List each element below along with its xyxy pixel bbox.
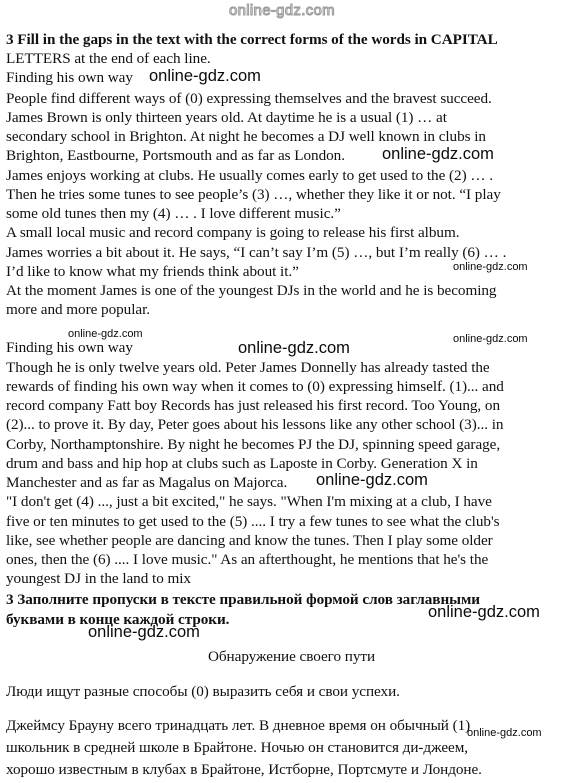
watermark-large: online-gdz.com <box>382 145 494 163</box>
task-ru-title: Обнаружение своего пути <box>207 648 376 665</box>
text1-line: People find different ways of (0) expressing themselves and the bravest succeed. <box>6 90 492 107</box>
task-en-heading: 3 Fill in the gaps in the text with the correct forms of the words in CAPITAL <box>6 31 498 48</box>
text1-line: James worries a bit about it. He says, “I can’t say I’m (5) …, but I’m really (6) … . <box>6 244 507 261</box>
text1-line: James Brown is only thirteen years old. At daytime he is a usual (1) … at <box>6 109 447 126</box>
watermark-small: online-gdz.com <box>453 333 528 345</box>
text1-line: At the moment James is one of the youngest DJs in the world and he is becoming <box>6 282 497 299</box>
task-ru-line: школьник в средней школе в Брайтоне. Ночью он становится ди-джеем, <box>6 739 469 756</box>
text2-line: Manchester and as far as Magalus on Majorca. <box>6 474 288 491</box>
text2-line: (2)... to prove it. By day, Peter goes about his lessons like any other school (3)... in <box>6 416 504 433</box>
top-watermark: online-gdz.com <box>229 2 335 19</box>
watermark-large: online-gdz.com <box>149 67 261 85</box>
text2-line: "I don't get (4) ..., just a bit excited," he says. "When I'm mixing at a club, I have <box>6 493 492 510</box>
text1-title: Finding his own way <box>6 69 133 86</box>
text2-line: like, see whether people are dancing and know the tunes. Then I play some older <box>6 532 493 549</box>
text2-line: five or ten minutes to get used to the (5) .... I try a few tunes to see what the club's <box>6 513 500 530</box>
task-ru-heading-cont: буквами в конце каждой строки. <box>6 611 230 628</box>
text1-line: secondary school in Brighton. At night he becomes a DJ well known in clubs in <box>6 128 486 145</box>
task-ru-para1: Люди ищут разные способы (0) выразить себя и свои успехи. <box>6 683 400 700</box>
task-ru-line: Джеймсу Брауну всего тринадцать лет. В дневное время он обычный (1) <box>6 717 471 734</box>
text2-line: record company Fatt boy Records has just released his first record. Too Young, on <box>6 397 501 414</box>
text1-line: Then he tries some tunes to see people’s (3) …, whether they like it or not. “I play <box>6 186 501 203</box>
text1-line: some old tunes then my (4) … . I love different music.” <box>6 205 341 222</box>
text1-line: A small local music and record company is going to release his first album. <box>6 224 460 241</box>
task-ru-line: хорошо известным в клубах в Брайтоне, Истборне, Портсмуте и Лондоне. <box>6 761 482 778</box>
watermark-small: online-gdz.com <box>68 328 143 340</box>
watermark-large: online-gdz.com <box>238 339 350 357</box>
watermark-large: online-gdz.com <box>316 471 428 489</box>
text2-line: Corby, Northamptonshire. By night he becomes PJ the DJ, spinning speed garage, <box>6 436 501 453</box>
watermark-large: online-gdz.com <box>88 623 200 641</box>
text1-line: more and more popular. <box>6 301 150 318</box>
task-en-heading-cont: LETTERS at the end of each line. <box>6 50 211 67</box>
task-ru-heading: 3 Заполните пропуски в тексте правильной формой слов заглавными <box>6 591 480 608</box>
text2-line: ones, then the (6) .... I love music." As an afterthought, he mentions that he's the <box>6 551 489 568</box>
text2-line: drum and bass and hip hop at clubs such as Laposte in Corby. Generation X in <box>6 455 478 472</box>
watermark-small: online-gdz.com <box>467 727 542 739</box>
text1-line: I’d like to know what my friends think about it.” <box>6 263 299 280</box>
text2-line: rewards of finding his own way when it comes to (0) expressing himself. (1)... and <box>6 378 504 395</box>
text1-line: Brighton, Eastbourne, Portsmouth and as far as London. <box>6 147 345 164</box>
watermark-large: online-gdz.com <box>428 603 540 621</box>
text1-line: James enjoys working at clubs. He usually comes early to get used to the (2) … . <box>6 167 493 184</box>
text2-title: Finding his own way <box>6 339 133 356</box>
watermark-small: online-gdz.com <box>453 261 528 273</box>
text2-line: Though he is only twelve years old. Peter James Donnelly has already tasted the <box>6 359 490 376</box>
text2-line: youngest DJ in the land to mix <box>6 570 191 587</box>
